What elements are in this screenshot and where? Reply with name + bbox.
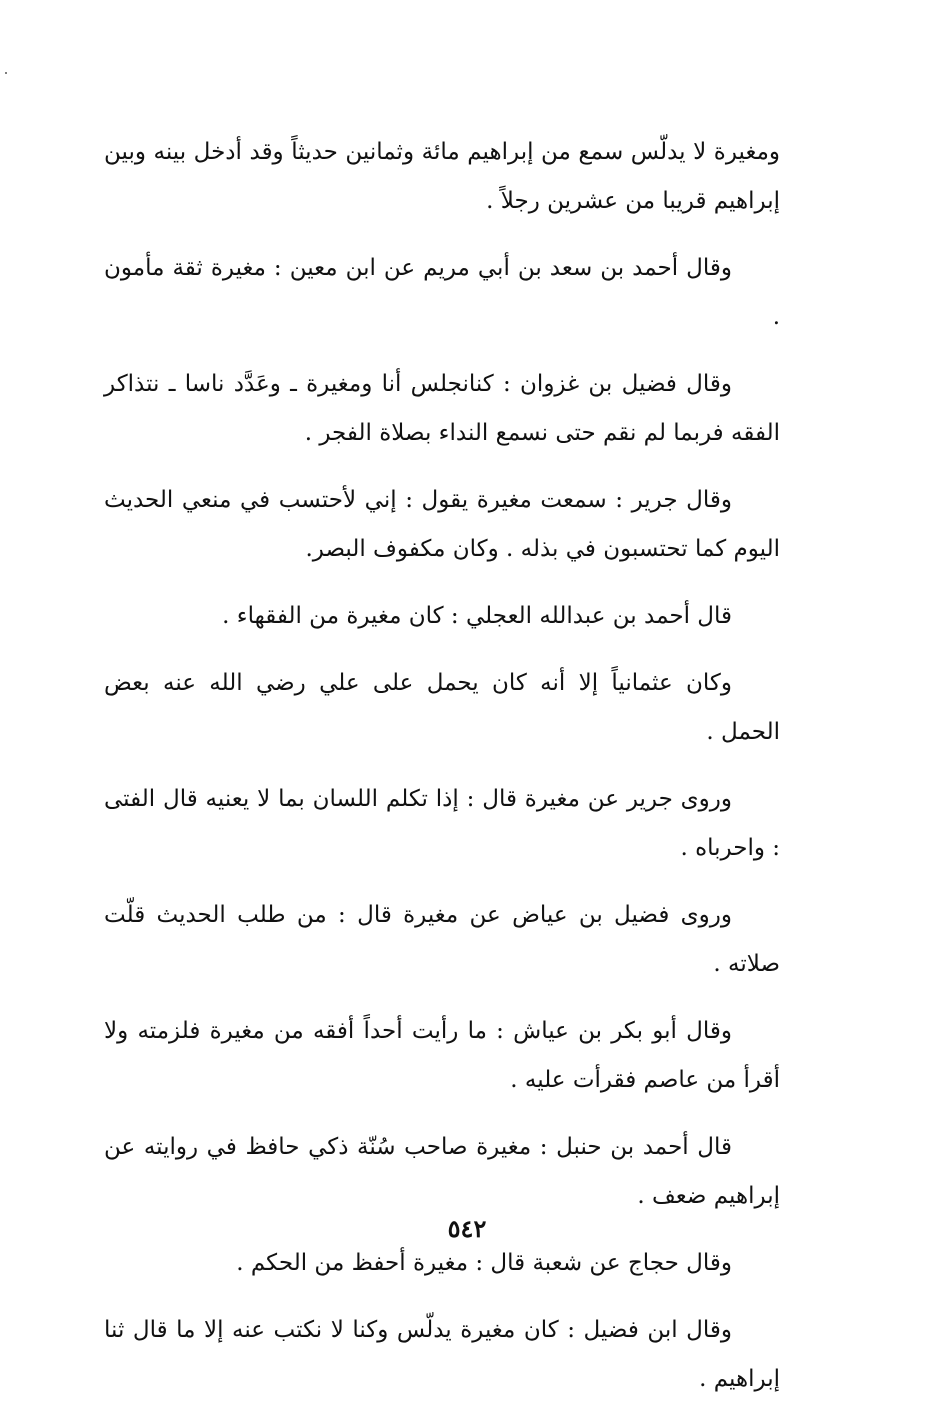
paragraph-5: قال أحمد بن عبدالله العجلي : كان مغيرة من الفقهاء . (222, 603, 732, 629)
paragraph-3: وقال فضيل بن غزوان : كنانجلس أنا ومغيرة ـ وعَدَّد ناسا ـ نتذاكر الفقه فربما لم نقم حتى نسمع النداء بصلاة الفجر . (104, 371, 780, 446)
paragraph-6: وكان عثمانياً إلا أنه كان يحمل على علي رضي الله عنه بعض الحمل . (104, 670, 780, 745)
paragraph-11: وقال حجاج عن شعبة قال : مغيرة أحفظ من الحكم . (236, 1250, 732, 1276)
paragraph-12: وقال ابن فضيل : كان مغيرة يدلّس وكنا لا نكتب عنه إلا ما قال ثنا إبراهيم . (104, 1317, 780, 1392)
paragraph-1: ومغيرة لا يدلّس سمع من إبراهيم مائة وثمانين حديثاً وقد أدخل بينه وبين إبراهيم قريبا من عشرين رجلاً . (104, 139, 780, 214)
paragraph-9: وقال أبو بكر بن عياش : ما رأيت أحداً أفقه من مغيرة فلزمته ولا أقرأ من عاصم فقرأت عليه . (104, 1018, 780, 1093)
scan-speck (5, 72, 7, 74)
page-number: ٥٤٢ (447, 1214, 487, 1243)
paragraph-4: وقال جرير : سمعت مغيرة يقول : إني لأحتسب في منعي الحديث اليوم كما تحتسبون في بذله . وكان مكفوف البصر. (104, 487, 780, 562)
paragraph-10: قال أحمد بن حنبل : مغيرة صاحب سُنّة ذكي حافظ في روايته عن إبراهيم ضعف . (104, 1134, 780, 1209)
paragraph-8: وروى فضيل بن عياض عن مغيرة قال : من طلب الحديث قلّت صلاته . (104, 902, 780, 977)
paragraph-7: وروى جرير عن مغيرة قال : إذا تكلم اللسان بما لا يعنيه قال الفتى : واحرباه . (104, 786, 780, 861)
paragraph-2: وقال أحمد بن سعد بن أبي مريم عن ابن معين : مغيرة ثقة مأمون . (104, 255, 780, 330)
